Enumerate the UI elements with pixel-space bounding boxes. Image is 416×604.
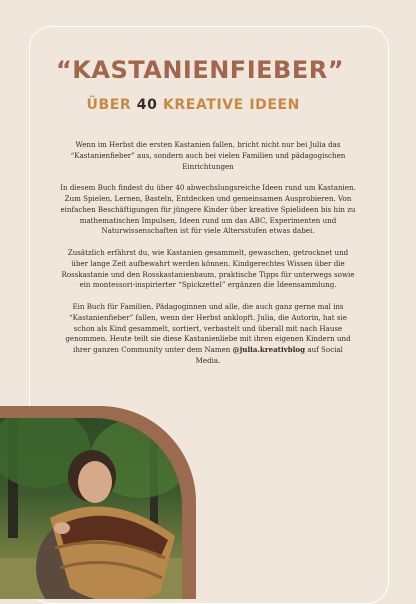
author-photo-illustration bbox=[0, 418, 182, 599]
page-title: “KASTANIENFIEBER” bbox=[56, 56, 344, 84]
paragraph-content: In diesem Buch findest du über 40 abwechslungsreiche Ideen rund um Kastanien. Zum Spielen, Lernen, Basteln, Entdecken und gemeinsamen Ausprobieren. Von einfachen Beschäftigungen für jüngere Kinder über kreative Spielideen bis hin zu mathematischen Impulsen, Ideen rund um das ABC, Experimenten und Naturwissenschaften ist für viele Altersstufen etwas dabei. bbox=[60, 183, 356, 236]
subtitle-suffix: KREATIVE IDEEN bbox=[162, 97, 300, 113]
author-photo bbox=[0, 418, 182, 599]
paragraph-author bbox=[60, 302, 356, 367]
page-subtitle bbox=[87, 97, 301, 113]
author-text: Ein Buch für Familien, Pädagoginnen und alle, die auch ganz gerne mal ins “Kastanienfieber” fallen, wenn der Herbst anklopft. Julia, die Autorin, hat sie schon als Kind gesammelt, sortiert, verbastelt und überall mit nach Hause genommen. Heute teilt sie diese Kastanienliebe mit ihren eigenen Kindern und ihrer ganzen Community unter dem Namen bbox=[65, 301, 351, 355]
author-photo-frame bbox=[0, 406, 196, 599]
social-handle: @julia.kreativblog bbox=[232, 345, 306, 355]
body-text bbox=[60, 140, 356, 378]
paragraph-knowledge: Zusätzlich erfährst du, wie Kastanien gesammelt, gewaschen, getrocknet und über lange Zeit aufbewahrt werden können. Kindgerechtes Wissen über die Rosskastanie und den Rosskastanienbaum, praktische Tipps für unterwegs sowie ein montessori-inspirierter “Spickzettel” ergänzen die Ideensammlung. bbox=[61, 247, 355, 290]
subtitle-number: 40 bbox=[136, 97, 158, 113]
paragraph-intro: Wenn im Herbst die ersten Kastanien fallen, bricht nicht nur bei Julia das “Kastanienfieber” aus, sondern auch bei vielen Familien und pädagogischen Einrichtungen bbox=[70, 140, 346, 171]
author-text-end: auf Social Media. bbox=[195, 345, 343, 365]
subtitle-prefix: ÜBER bbox=[86, 97, 132, 113]
